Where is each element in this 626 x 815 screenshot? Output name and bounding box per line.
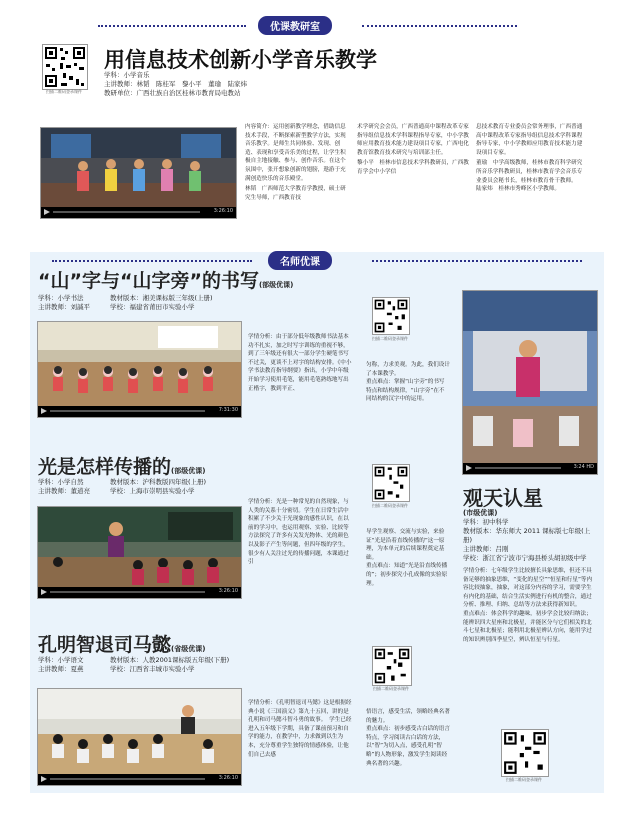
lesson3-keypoints: 重点难点：初步感受古白话的语言特点，学习阅读古白话的方法，以“智”为切入点，感受孔明“智略”的人物形象，激发学生阅读经典名著的兴趣。	[366, 726, 450, 767]
lesson4-keypoints: 重点难点：体会科学的趣味，初步学会比较归纳法；能辨识四大星座和北极星，并能区分与它们相关的北斗七星和北极星；能利用北极星辨认方向，能用学过的知识辨别四季星空，辨认恒星与行星。	[463, 610, 592, 643]
lesson4-edition: 教材版本：华东师大 2011 课标版七年级(上册)	[463, 527, 591, 544]
lesson3-col2-text: 悟语言，感受生活，领略经典名著的魅力。	[366, 709, 450, 724]
teacher-bio-dongyu: 董瑜 中学高级教师，桂林市教育科学研究所音乐学科教研员，桂林市教育学会音乐专业委员会秘书长，桂林市教育骨干教师。	[476, 160, 583, 184]
qr-code-pattern	[373, 647, 411, 685]
lesson4-title: 观天认星	[463, 486, 543, 510]
top-column-1	[245, 123, 351, 202]
play-icon[interactable]	[41, 408, 47, 414]
video-frame-calligraphy-class	[38, 322, 241, 406]
video-player-lesson2[interactable]	[37, 506, 242, 599]
video-time-lesson4: 3:24 HD	[573, 464, 594, 470]
lesson3-teacher: 主讲教师：夏燕	[38, 665, 84, 673]
video-time-lesson1: 7:31:30	[218, 407, 238, 413]
lesson1-analysis: 学情分析：由于部分低年级教师书法基本功不扎实，加之时写字训练的重视不够，到了三年级还有很大一部分学生硬笔书写不过关，更谈不上对字的结构安排。《中小学书法教育指导纲要》指出，小学中年级开始学习使用毛笔，能用毛笔熟练地写出正楷字，教到平正、	[248, 334, 352, 392]
video-controls-lesson3[interactable]	[38, 774, 241, 785]
lesson1-tag: (部级优课)	[258, 281, 294, 289]
video-frame-astronomy-class	[463, 291, 597, 463]
video-controls-lesson1[interactable]	[38, 406, 241, 417]
qr-code-pattern	[373, 465, 409, 501]
lesson4-meta	[463, 518, 591, 563]
video-progress-bar[interactable]	[50, 778, 205, 780]
qr-code-lesson1[interactable]	[372, 297, 410, 335]
lesson1-edition: 教材版本：湘美课标版三年级(上册)	[110, 294, 213, 302]
lesson4-subject: 学科：初中科学	[463, 518, 509, 526]
lesson2-subject: 学科：小学自然	[38, 478, 84, 486]
lesson4-analysis: 学情分析：七年级学生比较擅长具象思维，但还不具备足够的抽象思维，“变化的星空”“恒星和行星”等内容比较抽象，抽象，对这部分内容的学习，需要学生有内化的基础，结合生活实例进行有机的整合，通过分析、推理、归纳、总结等方法来获得新知识。	[463, 568, 593, 609]
teacher-bio-lujiawei: 陆家炜 桂林市秀峰区小学教师。	[476, 186, 560, 193]
lesson4-tag: (市级优课)	[463, 509, 498, 517]
video-progress-bar[interactable]	[475, 467, 561, 469]
lesson3-subject: 学科：小学语文	[38, 656, 84, 664]
video-frame-music-class	[41, 128, 236, 207]
lesson3-column-2	[366, 708, 450, 768]
top-column-2	[357, 123, 471, 177]
video-controls-lesson2[interactable]	[38, 587, 241, 598]
teacher-bio-cont: 术学研究会会员，广西普通高中课程改革专家指导组信息技术学科课程指导专家，中小学教师应用教育技术能力建设项目专家，广西电化教育馆教育技术研究与培训部主任。	[357, 124, 469, 156]
play-icon[interactable]	[41, 589, 47, 595]
teacher-bio-cont2: 息技术教育专业委员会常务理事，广西普通高中课程改革专家指导组信息技术学科课程指导专家，中小学教师应用教育技术能力建设项目专家。	[476, 124, 583, 156]
section-label-youke: 优课教研室	[258, 16, 332, 35]
lesson2-analysis: 学情分析：光是一种常见的自然现象，与人类的关系十分密切。学生在日常生活中积累了不少关于光现象的感性认识，在以前的学习中，也运用观察、实验、比较等方法探究了许多有关发光物体、光的颜色以及影子产生等问题，但四年级的学生，很少有人关注过光的传播问题，本课通过引	[248, 499, 349, 566]
lesson4-school: 学校：浙江省宁波市宁海县桥头胡初级中学	[463, 554, 587, 562]
lesson3-title	[38, 630, 205, 657]
qr-code-pattern	[373, 298, 409, 334]
qr-code-pattern	[43, 45, 87, 89]
play-icon[interactable]	[466, 465, 472, 471]
section-label-mingshi: 名师优课	[268, 251, 332, 270]
divider-left	[98, 25, 246, 27]
divider-mid-right	[372, 260, 582, 262]
video-player-top[interactable]	[40, 127, 237, 219]
video-controls-lesson4[interactable]	[463, 463, 597, 474]
video-frame-chinese-class	[38, 689, 241, 774]
lesson1-keypoints: 重点难点：掌握“山字旁”的书写特点和结构规律，“山字旁”在不同结构的汉字中的运用。	[366, 379, 445, 403]
divider-mid-left	[52, 260, 252, 262]
qr-code-top[interactable]	[42, 44, 88, 90]
video-time-lesson2: 3:26:10	[218, 588, 238, 594]
qr-caption-top: 扫描二维码登录课件	[46, 89, 82, 94]
lesson1-subject: 学科：小学书法	[38, 294, 84, 302]
unit-info: 教研单位：广西壮族自治区桂林市教育局电教站	[104, 89, 241, 97]
video-player-lesson1[interactable]	[37, 321, 242, 418]
teachers-info: 主讲教师：林韬 陈桂军 黎小平 董瑜 陆家炜	[104, 80, 247, 88]
qr-caption-lesson2: 扫描二维码登录课件	[372, 503, 408, 508]
lesson2-school: 学校：上海市崇明县实验小学	[110, 487, 195, 495]
video-time-top: 3:26:10	[213, 208, 233, 214]
lesson2-col2-text: 导学生观察、交流与实验，来验证“光是沿着直线传播的”这一原理，为本单元的后续课程奠定基础。	[366, 529, 445, 561]
divider-right	[362, 25, 517, 27]
top-column-3	[476, 123, 584, 194]
lesson2-teacher: 主讲教师：董道亮	[38, 487, 90, 495]
qr-caption-lesson3: 扫描二维码登录课件	[373, 686, 409, 691]
qr-code-lesson3[interactable]	[372, 646, 412, 686]
lesson1-column-2	[366, 361, 450, 404]
video-progress-bar[interactable]	[50, 591, 205, 593]
video-progress-bar[interactable]	[50, 410, 205, 412]
play-icon[interactable]	[44, 209, 50, 215]
lesson4-teacher: 主讲教师：吕刚	[463, 545, 509, 553]
qr-code-pattern	[502, 730, 548, 776]
lesson2-title-text: 光是怎样传播的	[38, 456, 172, 478]
lesson1-col2-text: 匀称，力求美观。为此，我们设计了本课教学。	[366, 362, 450, 377]
lesson2-keypoints: 重点难点：知道“光是沿直线传播的”；初步探究小孔成像的实验原理。	[366, 563, 448, 587]
lesson3-edition: 教材版本：人教2001课标版五年级(下册)	[110, 656, 230, 664]
intro-text: 内容简介：运用创新教学理念，借助信息技术手段，不断探索新型教学方法，实现音乐教学。是师生共同体验、发现、创造、表现和享受音乐美的过程，让学生积极自主地接触、参与、创作音乐。在这个氛围中，张开想象创新的翅膀，遨游于充满创造快乐的音乐殿堂。	[245, 124, 346, 182]
teacher-bio-lixiaoping: 黎小平 桂林市信息技术学科教研员，广西教育学会中小学信	[357, 160, 469, 175]
teacher-bio-lintao: 林韬 广西师范大学教育学教授，硕士研究生导师，广西教育技	[245, 186, 346, 201]
qr-code-lesson2[interactable]	[372, 464, 410, 502]
lesson3-tag: (省级优课)	[171, 645, 206, 653]
page-title: 用信息技术创新小学音乐教学	[104, 48, 377, 72]
subject-info: 学科：小学音乐	[104, 71, 150, 79]
lesson1-school: 学校：福建省莆田市实验小学	[110, 303, 195, 311]
lesson1-teacher: 主讲教师：刘諴平	[38, 303, 90, 311]
lesson2-edition: 教材版本：沪科教版四年级(上册)	[110, 478, 207, 486]
lesson2-tag: (部级优课)	[171, 467, 206, 475]
lesson3-analysis: 学情分析：《孔明智退司马懿》这是根据经典小说《三国演义》第九十五回，讲的是孔明和司马懿斗智斗勇的故事。 学生已经进入五年级下学期，具备了课前预习和自学的能力，在教学中，力求做到以生为本，充分尊重学生独特的情感体验，让他们自己去感	[248, 700, 352, 758]
play-icon[interactable]	[41, 776, 47, 782]
qr-code-lesson4[interactable]	[501, 729, 549, 777]
lesson2-title	[38, 452, 205, 479]
qr-caption-lesson1: 扫描二维码登录课件	[372, 336, 408, 341]
lesson1-title-text: “山”字与“山字旁”的书写	[38, 270, 259, 292]
video-progress-bar[interactable]	[53, 211, 200, 213]
lesson3-title-text: 孔明智退司马懿	[38, 634, 172, 656]
qr-caption-lesson4: 扫描二维码登录课件	[506, 777, 542, 782]
lesson1-title	[38, 266, 293, 293]
video-player-lesson3[interactable]	[37, 688, 242, 786]
lesson2-column-2	[366, 528, 450, 588]
video-player-lesson4[interactable]	[462, 290, 598, 475]
video-frame-light-class	[38, 507, 241, 587]
video-time-lesson3: 3:26:10	[218, 775, 238, 781]
video-controls-top[interactable]	[41, 207, 236, 218]
lesson3-school: 学校：江西省丰城市实验小学	[110, 665, 195, 673]
lesson4-text	[463, 567, 595, 644]
